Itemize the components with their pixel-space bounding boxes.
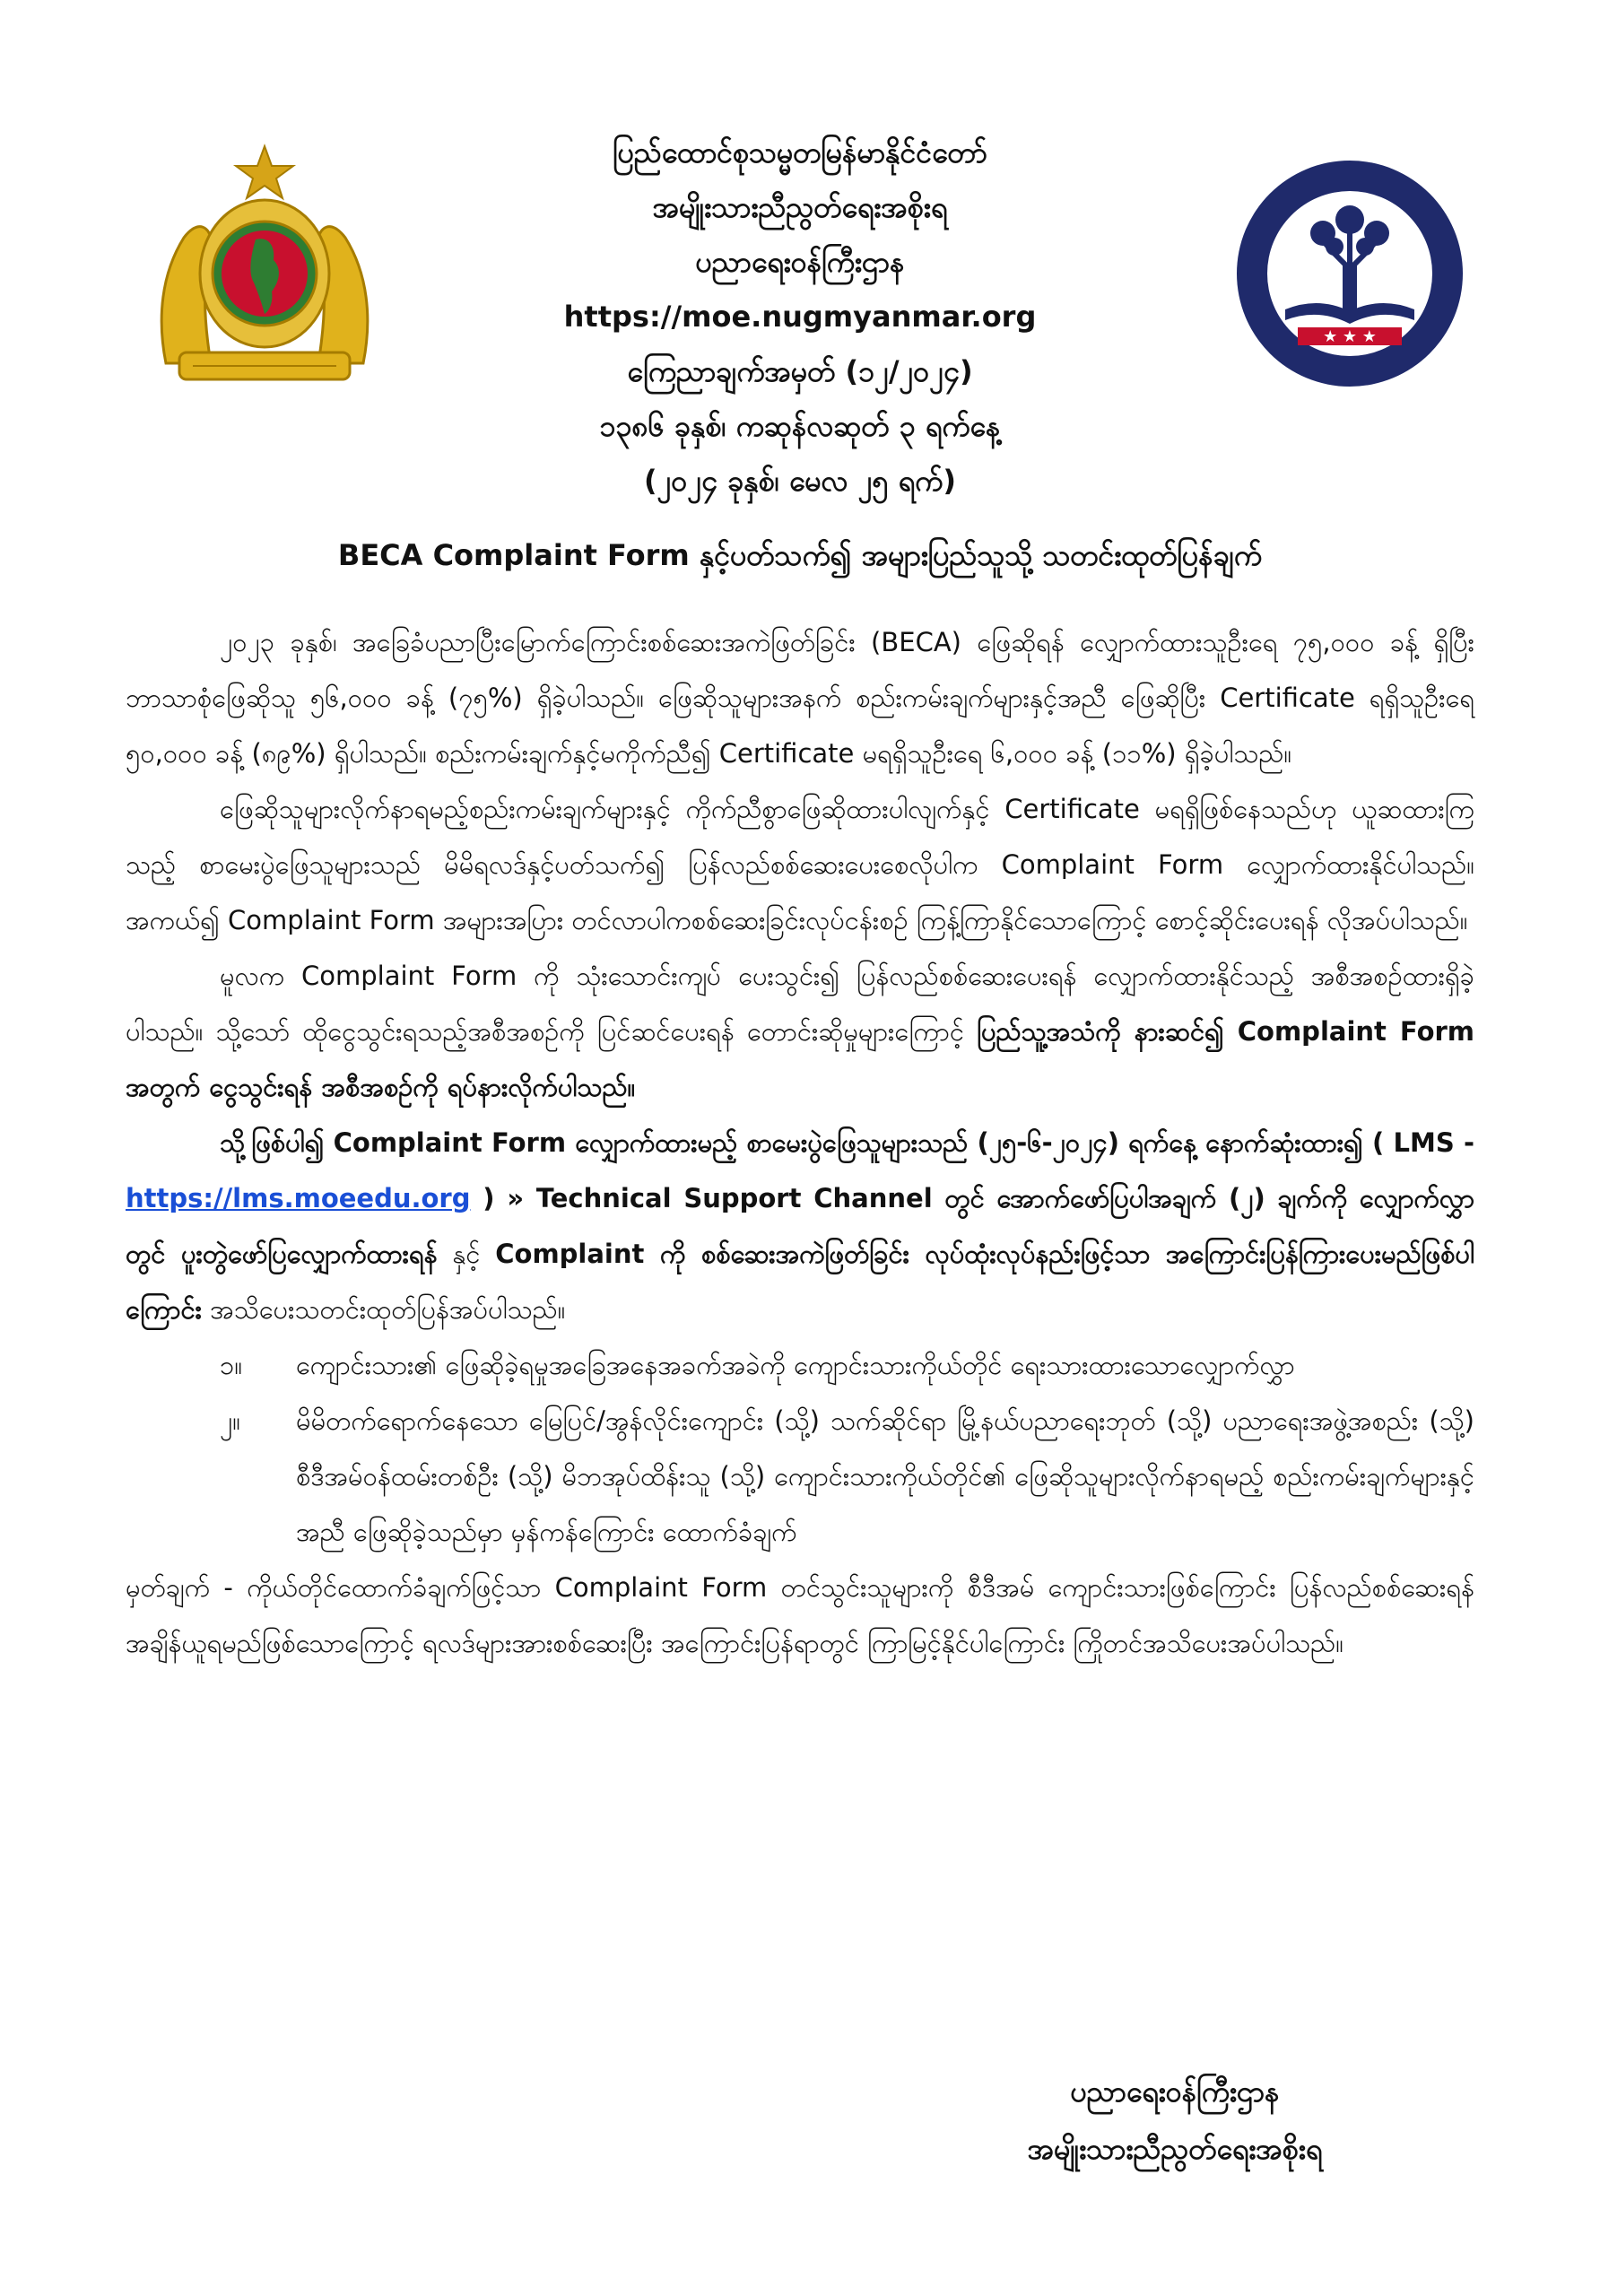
- svg-text:★ ★ ★: ★ ★ ★: [1323, 327, 1377, 346]
- note-paragraph: မှတ်ချက် - ကိုယ်တိုင်ထောက်ခံချက်ဖြင့်သာ Complaint Form တင်သွင်းသူများကို စီဒီအမ် ကျောင်းသားဖြစ်ကြောင်း ပြန်လည်စစ်ဆေးရန် အချိန်ယူရမည်ဖြစ်သောကြောင့် ရလဒ်များအားစစ်ဆေးပြီး အကြောင်းပြန်ရာတွင် ကြာမြင့်နိုင်ပါကြောင်း ကြိုတင်အသိပေးအပ်ပါသည်။: [126, 1572, 1474, 1658]
- paragraph-4-text-2: အသိပေးသတင်းထုတ်ပြန်အပ်ပါသည်။: [201, 1294, 566, 1325]
- paragraph-4-emphasis-1: သို့ဖြစ်ပါ၍ Complaint Form လျှောက်ထားမည့် စာမေးပွဲဖြေသူများသည် (၂၅-၆-၂၀၂၄) ရက်နေ့ နောက်ဆုံးထား၍ ( LMS -: [220, 1127, 1474, 1158]
- state-seal-emblem: [148, 139, 381, 390]
- announcement-number: ကြေညာချက်အမှတ် (၁၂/၂၀၂၄): [627, 354, 973, 388]
- subject-heading: BECA Complaint Form နှင့်ပတ်သက်၍ အများပြည်သူသို့ သတင်းထုတ်ပြန်ချက်: [337, 538, 1263, 572]
- list-item-1-text: ကျောင်းသား၏ ဖြေဆိုခဲ့ရမှုအခြေအနေအခက်အခဲကို ကျောင်းသားကိုယ်တိုင် ရေးသားထားသောလျှောက်လွှာ: [296, 1350, 1295, 1380]
- list-item-1: [126, 1337, 1474, 1393]
- list-item-2-number: ၂။: [220, 1405, 241, 1436]
- list-item-1-number: ၁။: [220, 1350, 243, 1380]
- list-item-2-text: မိမိတက်ရောက်နေသော မြေပြင်/အွန်လိုင်းကျောင်း (သို့) သက်ဆိုင်ရာ မြို့နယ်ပညာရေးဘုတ် (သို့) ပညာရေးအဖွဲ့အစည်း (သို့) စီဒီအမ်ဝန်ထမ်းတစ်ဦး (သို့) မိဘအုပ်ထိန်းသူ (သို့) ကျောင်းသားကိုယ်တိုင်၏ ဖြေဆိုသူများလိုက်နာရမည့် စည်းကမ်းချက်များနှင့်အညီ ဖြေဆိုခဲ့သည်မှာ မှန်ကန်ကြောင်း ထောက်ခံချက်: [296, 1405, 1474, 1547]
- paragraph-3: [126, 948, 1474, 1115]
- letterhead: [413, 126, 1187, 509]
- announcement-body: [126, 614, 1474, 1671]
- seal-star-icon: [236, 146, 293, 198]
- date-myanmar: ၁၃၈၆ ခုနှစ်၊ ကဆုန်လဆုတ် ၃ ရက်နေ့: [599, 409, 1001, 443]
- government-name: အမျိုးသားညီညွတ်ရေးအစိုးရ: [652, 190, 948, 224]
- date-gregorian: (၂၀၂၄ ခုနှစ်၊ မေလ ၂၅ ရက်): [644, 464, 956, 498]
- paragraph-4: [126, 1115, 1474, 1337]
- paragraph-3-emphasis: ပြည်သူ့အသံကို နားဆင်၍ Complaint Form အတွက် ငွေသွင်းရန် အစီအစဉ်ကို ရပ်နားလိုက်ပါသည်။: [126, 1016, 1475, 1102]
- lms-link[interactable]: https://lms.moeedu.org: [126, 1183, 471, 1213]
- ministry-logo-emblem: [1233, 157, 1466, 390]
- paragraph-4-emphasis-2: ) » Technical Support Channel တွင် အောက်ဖော်ပြပါအချက် (၂) ချက်ကို လျှောက်လွှာတွင် ပူးတွဲဖော်ပြလျှောက်ထားရန်: [126, 1183, 1474, 1269]
- paragraph-2: ဖြေဆိုသူများလိုက်နာရမည့်စည်းကမ်းချက်များနှင့် ကိုက်ညီစွာဖြေဆိုထားပါလျက်နှင့် Certificate မရရှိဖြစ်နေသည်ဟု ယူဆထားကြသည့် စာမေးပွဲဖြေသူများသည် မိမိရလဒ်နှင့်ပတ်သက်၍ ပြန်လည်စစ်ဆေးပေးစေလိုပါက Complaint Form လျှောက်ထားနိုင်ပါသည်။ အကယ်၍ Complaint Form အများအပြား တင်လာပါကစစ်ဆေးခြင်းလုပ်ငန်းစဉ် ကြန့်ကြာနိုင်သောကြောင့် စောင့်ဆိုင်းပေးရန် လိုအပ်ပါသည်။: [126, 794, 1474, 935]
- country-name: ပြည်ထောင်စုသမ္မတမြန်မာနိုင်ငံတော်: [613, 135, 987, 170]
- paragraph-4-text-1: နှင့်: [437, 1239, 496, 1269]
- ministry-name: ပညာရေးဝန်ကြီးဌာန: [695, 245, 905, 279]
- signature-block: [951, 2063, 1399, 2178]
- list-item-2: [126, 1393, 1474, 1560]
- signature-government: အမျိုးသားညီညွတ်ရေးအစိုးရ: [1027, 2132, 1323, 2166]
- paragraph-3-text: မူလက Complaint Form ကို သုံးသောင်းကျပ် ပေးသွင်း၍ ပြန်လည်စစ်ဆေးပေးရန် လျှောက်ထားနိုင်သည့် အစီအစဉ်ထားရှိခဲ့ပါသည်။ သို့သော် ထိုငွေသွင်းရသည့်အစီအစဉ်ကို ပြင်ဆင်ပေးရန် တောင်းဆိုမှုများကြောင့်: [126, 961, 1474, 1047]
- paragraph-1: ၂၀၂၃ ခုနှစ်၊ အခြေခံပညာပြီးမြောက်ကြောင်းစစ်ဆေးအကဲဖြတ်ခြင်း (BECA) ဖြေဆိုရန် လျှောက်ထားသူဦးရေ ၇၅,၀၀၀ ခန့် ရှိပြီး ဘာသာစုံဖြေဆိုသူ ၅၆,၀၀၀ ခန့် (၇၅%) ရှိခဲ့ပါသည်။ ဖြေဆိုသူများအနက် စည်းကမ်းချက်များနှင့်အညီ ဖြေဆိုပြီး Certificate ရရှိသူဦးရေ ၅၀,၀၀၀ ခန့် (၈၉%) ရှိပါသည်။ စည်းကမ်းချက်နှင့်မကိုက်ညီ၍ Certificate မရရှိသူဦးရေ ၆,၀၀၀ ခန့် (၁၁%) ရှိခဲ့ပါသည်။: [126, 627, 1474, 769]
- signature-ministry: ပညာရေးဝန်ကြီးဌာန: [1070, 2074, 1280, 2109]
- paragraph-4-emphasis-3: Complaint ကို စစ်ဆေးအကဲဖြတ်ခြင်း လုပ်ထုံးလုပ်နည်းဖြင့်သာ အကြောင်းပြန်ကြားပေးမည်ဖြစ်ပါကြောင်း: [126, 1239, 1474, 1325]
- website-url[interactable]: https://moe.nugmyanmar.org: [563, 300, 1037, 334]
